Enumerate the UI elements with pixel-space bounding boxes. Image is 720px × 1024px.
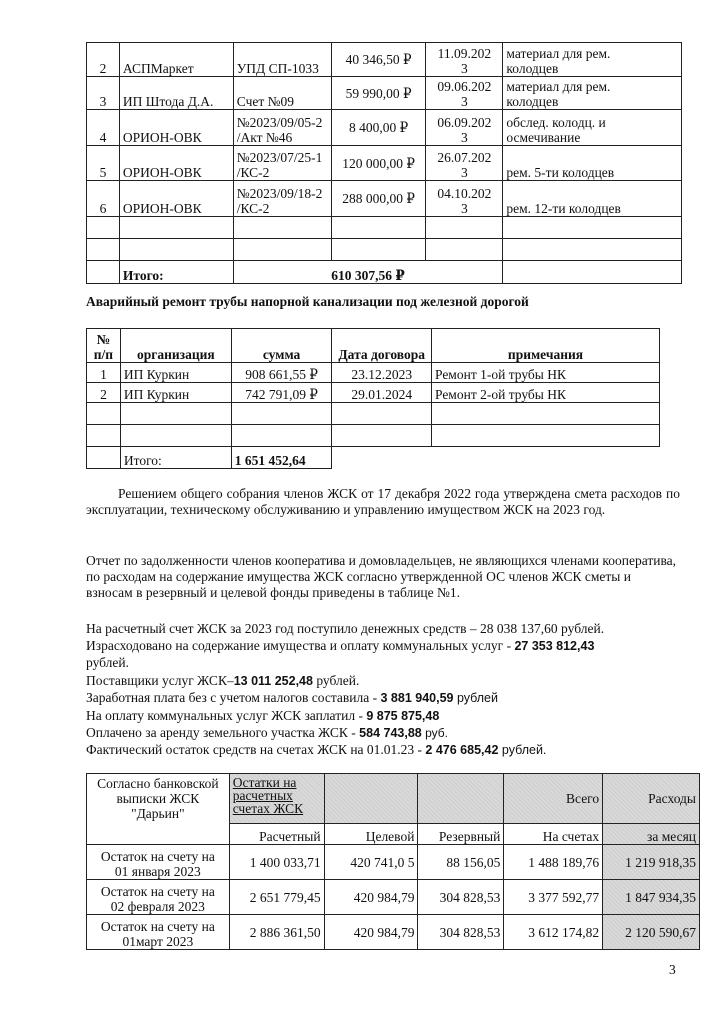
row-number: 6 <box>87 181 120 217</box>
table-row <box>87 363 660 383</box>
col-current-header: Расчетный <box>229 824 324 845</box>
finance-line-utilities: На оплату коммунальных услуг ЖСК заплатил - 9 875 875,48 <box>86 708 440 723</box>
contracts-table <box>86 42 682 284</box>
empty-row <box>87 239 682 261</box>
amount: 288 000,00 ₽ <box>331 181 426 217</box>
organization: ИП Куркин <box>120 383 231 403</box>
date: 11.09.202 3 <box>426 43 503 77</box>
empty-row <box>87 403 660 425</box>
organization: ИП Штода Д.А. <box>119 77 233 110</box>
monthly-expenses: 2 120 590,67 <box>603 915 700 950</box>
organization: ОРИОН-ОВК <box>119 146 233 181</box>
col-permonth-header: за месяц <box>603 824 700 845</box>
reserve-balance: 88 156,05 <box>418 845 504 880</box>
total-label: Итого: <box>119 261 233 284</box>
target-balance: 420 741,0 5 <box>324 845 418 880</box>
total-row <box>87 447 660 469</box>
section-title: Аварийный ремонт трубы напорной канализации под железной дорогой <box>86 294 529 309</box>
amount: 908 661,55 ₽ <box>231 363 332 383</box>
col-sum-header: сумма <box>231 329 332 363</box>
current-balance: 1 400 033,71 <box>229 845 324 880</box>
organization: ИП Куркин <box>120 363 231 383</box>
document: №2023/09/05-2 /Акт №46 <box>233 110 331 146</box>
row-number: 5 <box>87 146 120 181</box>
finance-line-salary: Заработная плата без с учетом налогов составила - 3 881 940,59 рублей <box>86 690 498 705</box>
empty-row <box>87 217 682 239</box>
row-number: 1 <box>87 363 121 383</box>
paragraph-estimate: Решением общего собрания членов ЖСК от 17 декабря 2022 года утверждена смета расходов по эксплуатации, техническому обслуживанию и управлению имуществом ЖСК на 2023 год. <box>86 486 680 517</box>
finance-line-spent: Израсходовано на содержание имущества и оплату коммунальных услуг - 27 353 812,43 <box>86 638 595 653</box>
document: №2023/09/18-2 /КС-2 <box>233 181 331 217</box>
date: 04.10.202 3 <box>426 181 503 217</box>
date: 06.09.202 3 <box>426 110 503 146</box>
total-balance: 3 377 592,77 <box>504 880 603 915</box>
total-value: 1 651 452,64 <box>231 447 332 469</box>
note: материал для рем. колодцев <box>503 43 682 77</box>
page-number: 3 <box>669 962 676 977</box>
date: 09.06.202 3 <box>426 77 503 110</box>
total-balance: 3 612 174,82 <box>504 915 603 950</box>
amount: 742 791,09 ₽ <box>231 383 332 403</box>
balances-table <box>86 773 700 950</box>
table-row <box>87 383 660 403</box>
note: Ремонт 1-ой трубы НК <box>431 363 659 383</box>
table-row <box>87 110 682 146</box>
emergency-repair-table <box>86 328 660 469</box>
total-label: Итого: <box>120 447 231 469</box>
note: рем. 12-ти колодцев <box>503 181 682 217</box>
note: материал для рем. колодцев <box>503 77 682 110</box>
monthly-expenses: 1 847 934,35 <box>603 880 700 915</box>
monthly-expenses: 1 219 918,35 <box>603 845 700 880</box>
amount: 120 000,00 ₽ <box>331 146 426 181</box>
col-expenses-header: Расходы <box>603 774 700 824</box>
row-label: Остаток на счету на 01март 2023 <box>87 915 230 950</box>
note: рем. 5-ти колодцев <box>503 146 682 181</box>
table-row <box>87 146 682 181</box>
reserve-balance: 304 828,53 <box>418 880 504 915</box>
col-number-header: № п/п <box>87 329 121 363</box>
col-balances-header: Остатки на расчетных счетах ЖСК <box>229 774 324 824</box>
col-reserve-header: Резервный <box>418 824 504 845</box>
current-balance: 2 886 361,50 <box>229 915 324 950</box>
target-balance: 420 984,79 <box>324 880 418 915</box>
table-row <box>87 880 700 915</box>
note: обслед. колодц. и осмечивание <box>503 110 682 146</box>
row-label: Остаток на счету на 02 февраля 2023 <box>87 880 230 915</box>
finance-line-spent-unit: рублей. <box>86 655 130 670</box>
table-row <box>87 43 682 77</box>
date: 26.07.202 3 <box>426 146 503 181</box>
col-onacc-header: На счетах <box>504 824 603 845</box>
total-value: 610 307,56 ₽ <box>233 261 503 284</box>
row-number: 4 <box>87 110 120 146</box>
header-row <box>87 774 700 824</box>
table-row <box>87 845 700 880</box>
table-row <box>87 915 700 950</box>
table-row <box>87 181 682 217</box>
finance-line-balance: Фактический остаток средств на счетах ЖСК на 01.01.23 - 2 476 685,42 рублей. <box>86 742 547 757</box>
amount: 8 400,00 ₽ <box>331 110 426 146</box>
reserve-balance: 304 828,53 <box>418 915 504 950</box>
row-number: 2 <box>87 43 120 77</box>
document: Счет №09 <box>233 77 331 110</box>
col-org-header: организация <box>120 329 231 363</box>
organization: ОРИОН-ОВК <box>119 181 233 217</box>
total-balance: 1 488 189,76 <box>504 845 603 880</box>
document: №2023/07/25-1 /КС-2 <box>233 146 331 181</box>
amount: 59 990,00 ₽ <box>331 77 426 110</box>
paragraph-debt-report: Отчет по задолженности членов кооператива и домовладельцев, не являющихся членами кооператива, по расходам на содержание имущества ЖСК согласно утвержденной ОС членов ЖСК сметы и взносам в резервный и целевой фонды приведены в таблице №1. <box>86 553 677 600</box>
organization: ОРИОН-ОВК <box>119 110 233 146</box>
row-number: 3 <box>87 77 120 110</box>
empty-row <box>87 425 660 447</box>
finance-line-land-rent: Оплачено за аренду земельного участка ЖСК - 584 743,88 руб. <box>86 725 448 740</box>
organization: АСПМаркет <box>119 43 233 77</box>
date: 29.01.2024 <box>332 383 432 403</box>
table-row <box>87 77 682 110</box>
finance-line-received: На расчетный счет ЖСК за 2023 год поступило денежных средств – 28 038 137,60 рублей. <box>86 621 605 636</box>
col-date-header: Дата договора <box>332 329 432 363</box>
current-balance: 2 651 779,45 <box>229 880 324 915</box>
row-number: 2 <box>87 383 121 403</box>
finance-line-suppliers: Поставщики услуг ЖСК–13 011 252,48 рублей. <box>86 673 360 688</box>
note: Ремонт 2-ой трубы НК <box>431 383 659 403</box>
amount: 40 346,50 ₽ <box>331 43 426 77</box>
col-source-header: Согласно банковской выписки ЖСК "Дарьин" <box>87 774 230 845</box>
target-balance: 420 984,79 <box>324 915 418 950</box>
date: 23.12.2023 <box>332 363 432 383</box>
document: УПД СП-1033 <box>233 43 331 77</box>
col-total-header: Всего <box>504 774 603 824</box>
col-note-header: примечания <box>431 329 659 363</box>
total-row <box>87 261 682 284</box>
header-row <box>87 329 660 363</box>
row-label: Остаток на счету на 01 января 2023 <box>87 845 230 880</box>
col-target-header: Целевой <box>324 824 418 845</box>
